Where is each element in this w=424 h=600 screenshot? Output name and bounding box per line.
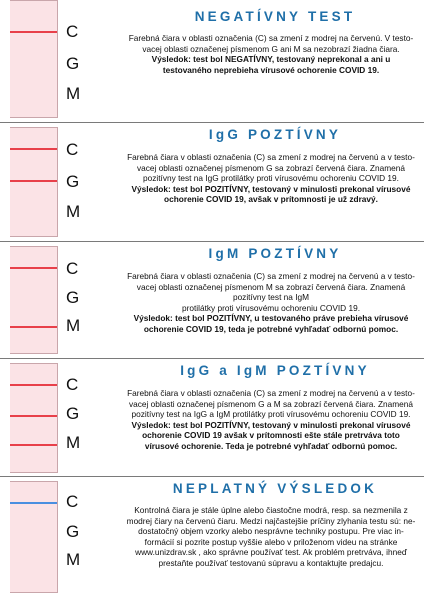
igm-line <box>10 444 57 446</box>
label-g: G <box>66 522 80 541</box>
section-title: IgG POZTÍVNY <box>208 127 342 142</box>
control-line <box>10 267 57 269</box>
label-m: M <box>66 550 81 569</box>
label-c: C <box>66 375 79 394</box>
label-m: M <box>66 202 81 221</box>
section-description: Kontrolná čiara je stále úplne alebo čiastočne modrá, resp. sa nezmenila z modrej čiary na červenú čiaru. Medzi najčastejšie príčiny zlyhania testu sú: ne- dostatočný objem vzorky alebo nesprávne techniky postupu. Pre viac in- formácií si pozrite postup vyššie alebo v priloženom videu na stránke www.unizdrav.sk , ako správne používať test. Ak problém pretrváva, ihneď prestaňte používať testovanú súpravu a kontaktujte predajcu. <box>126 505 416 568</box>
section-description: Farebná čiara v oblasti označenia (C) sa zmení z modrej na červenú. V testo- vacej oblasti označenej písmenom G ani M sa nezobrazí žiadna čiara. Výsledok: test bol NEGATÍVNY, testovaný neprekonal a ani u testovaného neprebieha vírusové ochorenie COVID 19. <box>128 33 414 75</box>
label-c: C <box>66 140 79 159</box>
section-title: NEPLATNÝ VÝSLEDOK <box>172 481 378 496</box>
test-strip <box>10 481 58 593</box>
label-g: G <box>66 172 80 191</box>
control-line <box>10 31 57 33</box>
label-m: M <box>66 84 81 103</box>
test-strip <box>10 246 58 354</box>
label-c: C <box>66 22 79 41</box>
section-description: Farebná čiara v oblasti označenia (C) sa zmení z modrej na červenú a v testo- vacej oblasti označenej písmenom G sa zobrazí červená čiara. Znamená pozitívny test na IgG protilátky proti vírusovému ochoreniu COVID 19. Výsledok: test bol POZITÍVNY, testovaný v minulosti prekonal vírusové ochorenie COVID 19, avšak v prítomnosti je už zdravý. <box>127 152 415 205</box>
test-strip <box>10 127 58 237</box>
label-g: G <box>66 288 80 307</box>
label-g: G <box>66 54 80 73</box>
section-title: IgM POZTÍVNY <box>208 246 342 261</box>
label-m: M <box>66 433 81 452</box>
label-c: C <box>66 492 79 511</box>
section-igg-positive <box>0 123 424 240</box>
section-igg-igm-positive <box>0 359 424 476</box>
section-description: Farebná čiara v oblasti označenia (C) sa zmení z modrej na červenú a v testo- vacej oblasti označenej písmenom G a M sa zobrazí červená čiara. Znamená pozitívny test na IgG a IgM protilátky proti vírusovému ochoreniu COVID 19. Výsledok: test bol POZITÍVNY, testovaný v minulosti prekonal vírusové ochorenie COVID 19 avšak v prítomnosti ešte stále pretrváva toto vírusové ochorenie. Teda je potrebné vyhľadať odbornú pomoc. <box>127 388 415 451</box>
control-line-blue <box>10 502 57 504</box>
control-line <box>10 384 57 386</box>
section-description: Farebná čiara v oblasti označenia (C) sa zmení z modrej na červenú a v testo- vacej oblasti označenej písmenom M sa zobrazí červená čiara. Znamená pozitívny test na IgM protilátky proti vírusovému ochoreniu COVID 19. Výsledok: test bol POZITÍVNY, u testovaného práve prebieha vírusové ochorenie COVID 19, teda je potrebné vyhľadať odbornú pomoc. <box>127 271 415 334</box>
section-title: IgG a IgM POZTÍVNY <box>180 363 370 378</box>
test-strip <box>10 0 58 118</box>
section-igm-positive <box>0 242 424 357</box>
igg-line <box>10 415 57 417</box>
section-invalid <box>0 477 424 600</box>
label-c: C <box>66 259 79 278</box>
control-line <box>10 148 57 150</box>
label-m: M <box>66 316 81 335</box>
section-negative <box>0 0 424 120</box>
igm-line <box>10 326 57 328</box>
section-title: NEGATÍVNY TEST <box>194 9 356 24</box>
test-strip <box>10 363 58 473</box>
label-g: G <box>66 404 80 423</box>
igg-line <box>10 180 57 182</box>
